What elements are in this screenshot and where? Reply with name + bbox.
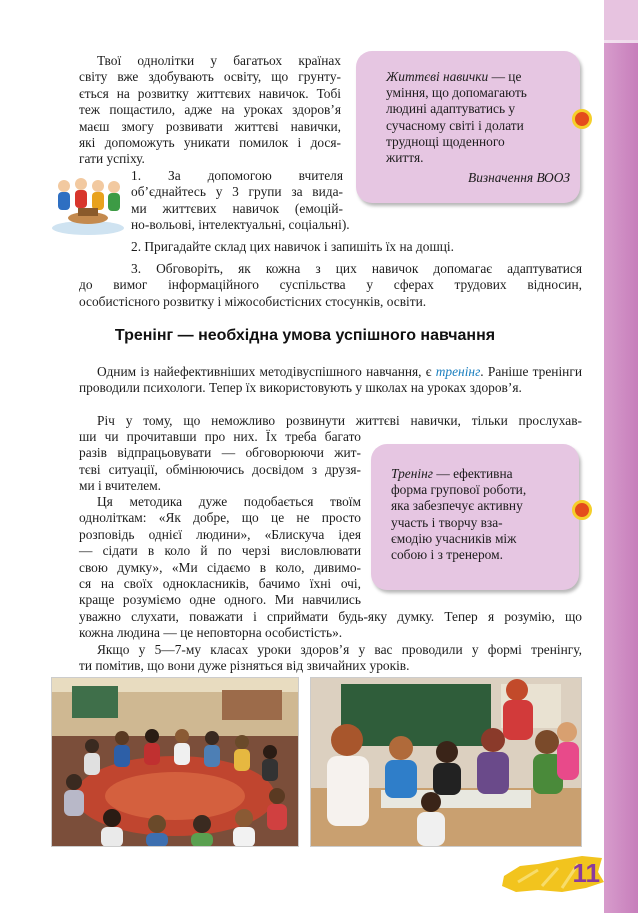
practice-line: разів відпрацьовувати — обговорюючи жит- — [79, 445, 361, 461]
intro-line: світу вже здобувають освіту, що грунту- — [79, 69, 341, 85]
lessons-paragraph — [79, 642, 582, 675]
photo-circle-drawing — [52, 678, 298, 846]
intro-paragraph — [79, 53, 341, 168]
practice-line: Річ у тому, що неможливо розвинути життєві навички, тільки прослухав- — [97, 413, 582, 428]
definition-text — [386, 69, 576, 186]
definition-term: Тренінг — [391, 466, 433, 481]
task-1-line: 1. За допомогою вчителя — [131, 168, 343, 183]
quotes-paragraph-tail — [79, 609, 582, 642]
task-3-line: 3. Обговоріть, як кожна з цих навичок допомагає адаптуватися — [131, 261, 582, 276]
definition-line: — ефективна — [432, 466, 513, 481]
quotes-paragraph — [79, 494, 361, 609]
section-heading: Тренінг — необхідна умова успішного навчання — [114, 327, 496, 344]
quotes-line: одноліткам: «Як добре, що це не просто — [79, 510, 361, 526]
task-3 — [79, 261, 582, 310]
quotes-line: — сідати в коло й по черзі висловлювати — [79, 543, 361, 559]
task-3-line: особистісного розвитку і міжособистісних стосунків, освіти. — [79, 293, 427, 309]
practice-paragraph-head — [79, 413, 582, 429]
page-edge-divider — [604, 40, 638, 43]
practice-line: тєві ситуації, обмінюючись досвідом з друзя- — [79, 461, 361, 477]
bullet-marker-icon — [572, 500, 592, 520]
page-number: 11 — [572, 858, 600, 888]
quotes-line: Ця методика дуже подобається твоїм — [97, 494, 361, 509]
photo-classroom-drawing — [311, 678, 581, 846]
intro-line: маєш змогу розвивати життєві навички, — [79, 118, 341, 134]
task-1 — [131, 168, 343, 217]
definition-line: яка забезпечує активну — [391, 498, 523, 514]
page-edge-tab — [604, 0, 638, 40]
intro-line: теж пощастило, адже на уроках здоров’я — [79, 102, 341, 118]
quotes-line: розповідь однієї людини», «Блискуча ідея — [79, 526, 361, 542]
definition-line: участь і творчу вза- — [391, 514, 503, 530]
definition-term: Життєві навички — [386, 69, 489, 84]
definition-line: життя. — [386, 150, 424, 166]
intro-line: ється на розвитку життєвих навичок. Тобі — [79, 85, 341, 101]
intro-line: які допоможуть уникати помилок і дося- — [79, 135, 341, 151]
definition-line: — це — [488, 69, 522, 84]
task-2 — [131, 239, 571, 255]
practice-line: ши чи прочитавши про них. Їх треба багато — [79, 429, 361, 444]
children-illustration — [48, 174, 128, 236]
lessons-line: Якщо у 5—7-му класах уроки здоров’я у вас проводили у формі тренінгу, — [97, 642, 582, 657]
photo-students-circle — [51, 677, 299, 847]
definition-box-training — [371, 444, 579, 590]
task-3-line: до вимог інформаційного суспільства у сферах трудових відносин, — [79, 277, 582, 293]
quotes-line: краще розуміємо одне одного. Ми навчились — [79, 592, 361, 608]
intro-line: Твої однолітки у багатьох країнах — [97, 53, 341, 68]
definition-box-life-skills — [356, 51, 580, 203]
lessons-line: ти помітив, що вони дуже різняться від звичайних уроків. — [79, 658, 410, 674]
task-1-line: но-вольові, інтелектуальні, соціальні). — [131, 217, 350, 232]
practice-line: ми і вчителем. — [79, 478, 162, 494]
intro-line: гати успіху. — [79, 151, 145, 167]
quotes-line: уважно слухати, поважати і сприймати будь-яку думку. Тепер я розумію, що — [79, 609, 582, 624]
definition-line: людині адаптуватись у — [386, 101, 516, 117]
definition-line: собою і з тренером. — [391, 547, 503, 563]
definition-line: сучасному світі і долати — [386, 117, 524, 133]
page-number-badge — [498, 852, 608, 896]
page-edge-stripe — [604, 0, 638, 913]
task-1-line: ми життєвих навичок (емоцій- — [131, 200, 343, 216]
quotes-line: ся на своїх однокласників, бачимо їхні очі, — [79, 576, 361, 592]
practice-paragraph — [79, 429, 361, 495]
photo-classroom-group — [310, 677, 582, 847]
definition-text — [391, 466, 575, 563]
training-paragraph — [79, 364, 582, 397]
training-text: . Раніше тренінги проводили психологи. Тепер їх використовують у школах на уроках здоров’я. — [79, 364, 582, 396]
definition-source: Визначення ВООЗ — [468, 170, 570, 186]
definition-line: ємодію учасників між — [391, 530, 517, 546]
definition-line: уміння, що допомагають — [386, 85, 527, 101]
definition-line: форма групової роботи, — [391, 482, 527, 498]
definition-line: труднощі щоденного — [386, 133, 505, 149]
training-text: Одним із найефективніших методівуспішного навчання, є — [97, 364, 432, 379]
training-term: тренінг — [435, 364, 481, 379]
bullet-marker-icon — [572, 109, 592, 129]
quotes-line: свою думку», «Ми сідаємо в коло, дивимо- — [79, 559, 361, 575]
task-1-line: об’єднайтесь у 3 групи за вида- — [131, 184, 343, 200]
task-1-tail — [131, 217, 411, 233]
quotes-line: кожна людина — це неповторна особистість». — [79, 625, 343, 641]
task-2-line: 2. Пригадайте склад цих навичок і запишіть їх на дошці. — [131, 239, 454, 254]
